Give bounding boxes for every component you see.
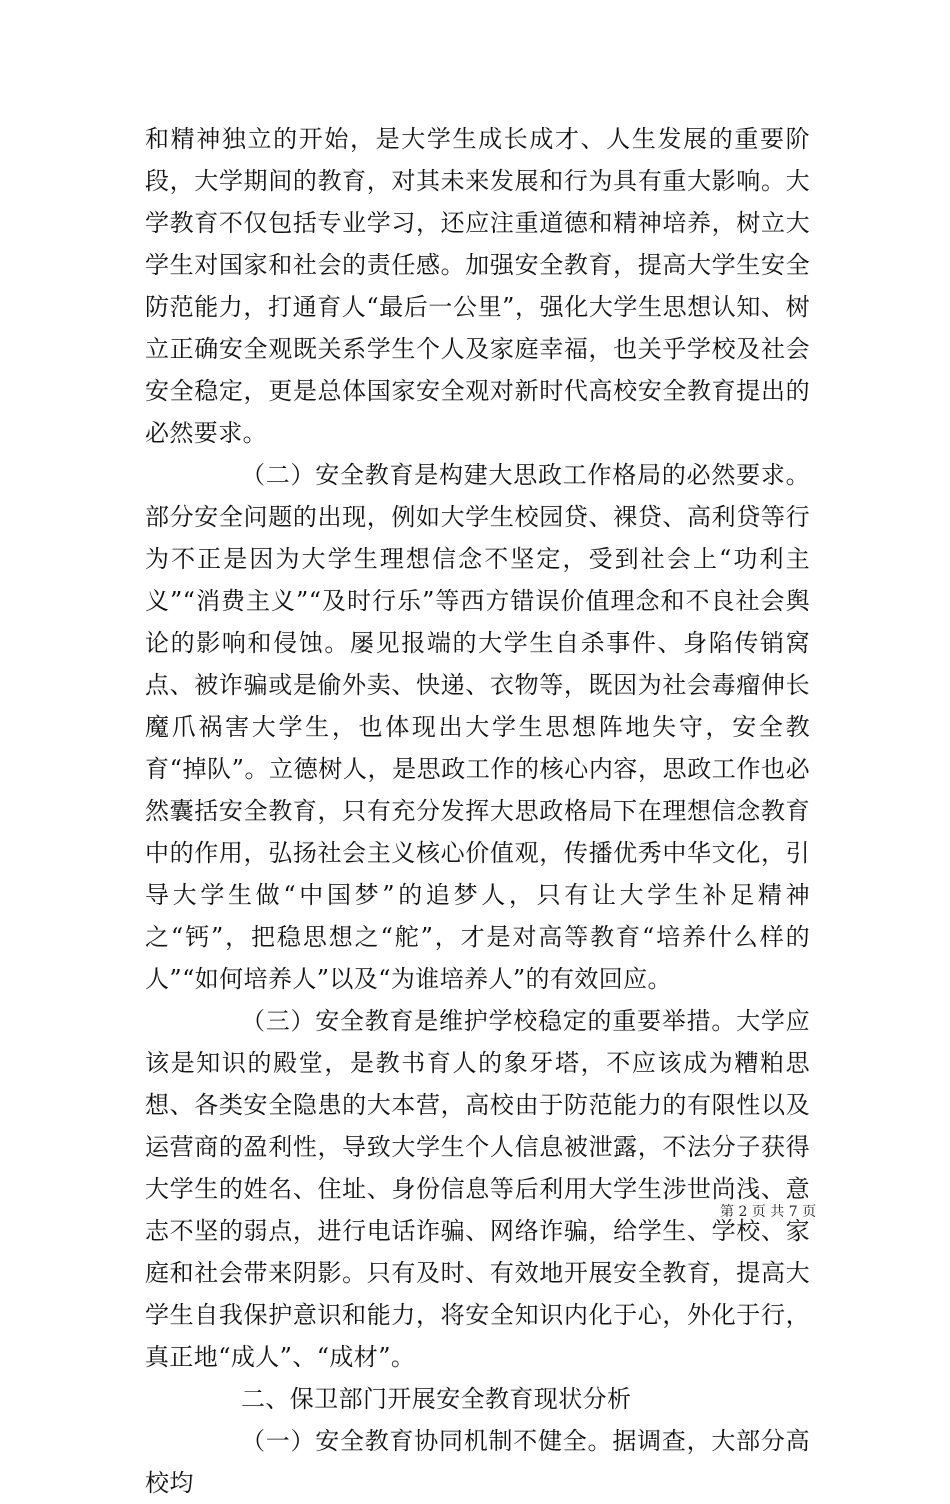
paragraph-section-3: （三）安全教育是维护学校稳定的重要举措。大学应该是知识的殿堂，是教书育人的象牙塔，不应该成为糟粕思想、各类安全隐患的大本营，高校由于防范能力的有限性以及运营商的盈利性，导致大学生个人信息被泄露，不法分子获得大学生的姓名、住址、身份信息等后利用大学生涉世尚浅、意志不坚的弱点，进行电话诈骗、网络诈骗，给学生、学校、家庭和社会带来阴影。只有及时、有效地开展安全教育，提高大学生自我保护意识和能力，将安全知识内化于心，外化于行，真正地“成人”、“成材”。: [145, 1007, 810, 1371]
paragraph-subsection-1: （一）安全教育协同机制不健全。据调查，大部分高校均: [145, 1427, 810, 1497]
paragraph-continuation: 和精神独立的开始，是大学生成长成才、人生发展的重要阶段，大学期间的教育，对其未来发展和行为具有重大影响。大学教育不仅包括专业学习，还应注重道德和精神培养，树立大学生对国家和社会的责任感。加强安全教育，提高大学生安全防范能力，打通育人“最后一公里”，强化大学生思想认知、树立正确安全观既关系学生个人及家庭幸福，也关乎学校及社会安全稳定，更是总体国家安全观对新时代高校安全教育提出的必然要求。: [145, 125, 810, 447]
page-number-footer: 第 2 页 共 7 页: [720, 1204, 817, 1220]
paragraph-section-2: （二）安全教育是构建大思政工作格局的必然要求。部分安全问题的出现，例如大学生校园贷、裸贷、高利贷等行为不正是因为大学生理想信念不坚定，受到社会上“功利主义”“消费主义”“及时行乐”等西方错误价值理念和不良社会舆论的影响和侵蚀。屡见报端的大学生自杀事件、身陷传销窝点、被诈骗或是偷外卖、快递、衣物等，既因为社会毒瘤伸长魔爪祸害大学生，也体现出大学生思想阵地失守，安全教育“掉队”。立德树人，是思政工作的核心内容，思政工作也必然囊括安全教育，只有充分发挥大思政格局下在理想信念教育中的作用，弘扬社会主义核心价值观，传播优秀中华文化，引导大学生做“中国梦”的追梦人，只有让大学生补足精神之“钙”，把稳思想之“舵”，才是对高等教育“培养什么样的人”“如何培养人”以及“为谁培养人”的有效回应。: [145, 461, 810, 993]
document-body: [145, 118, 810, 1504]
section-heading: 二、保卫部门开展安全教育现状分析: [241, 1385, 632, 1413]
